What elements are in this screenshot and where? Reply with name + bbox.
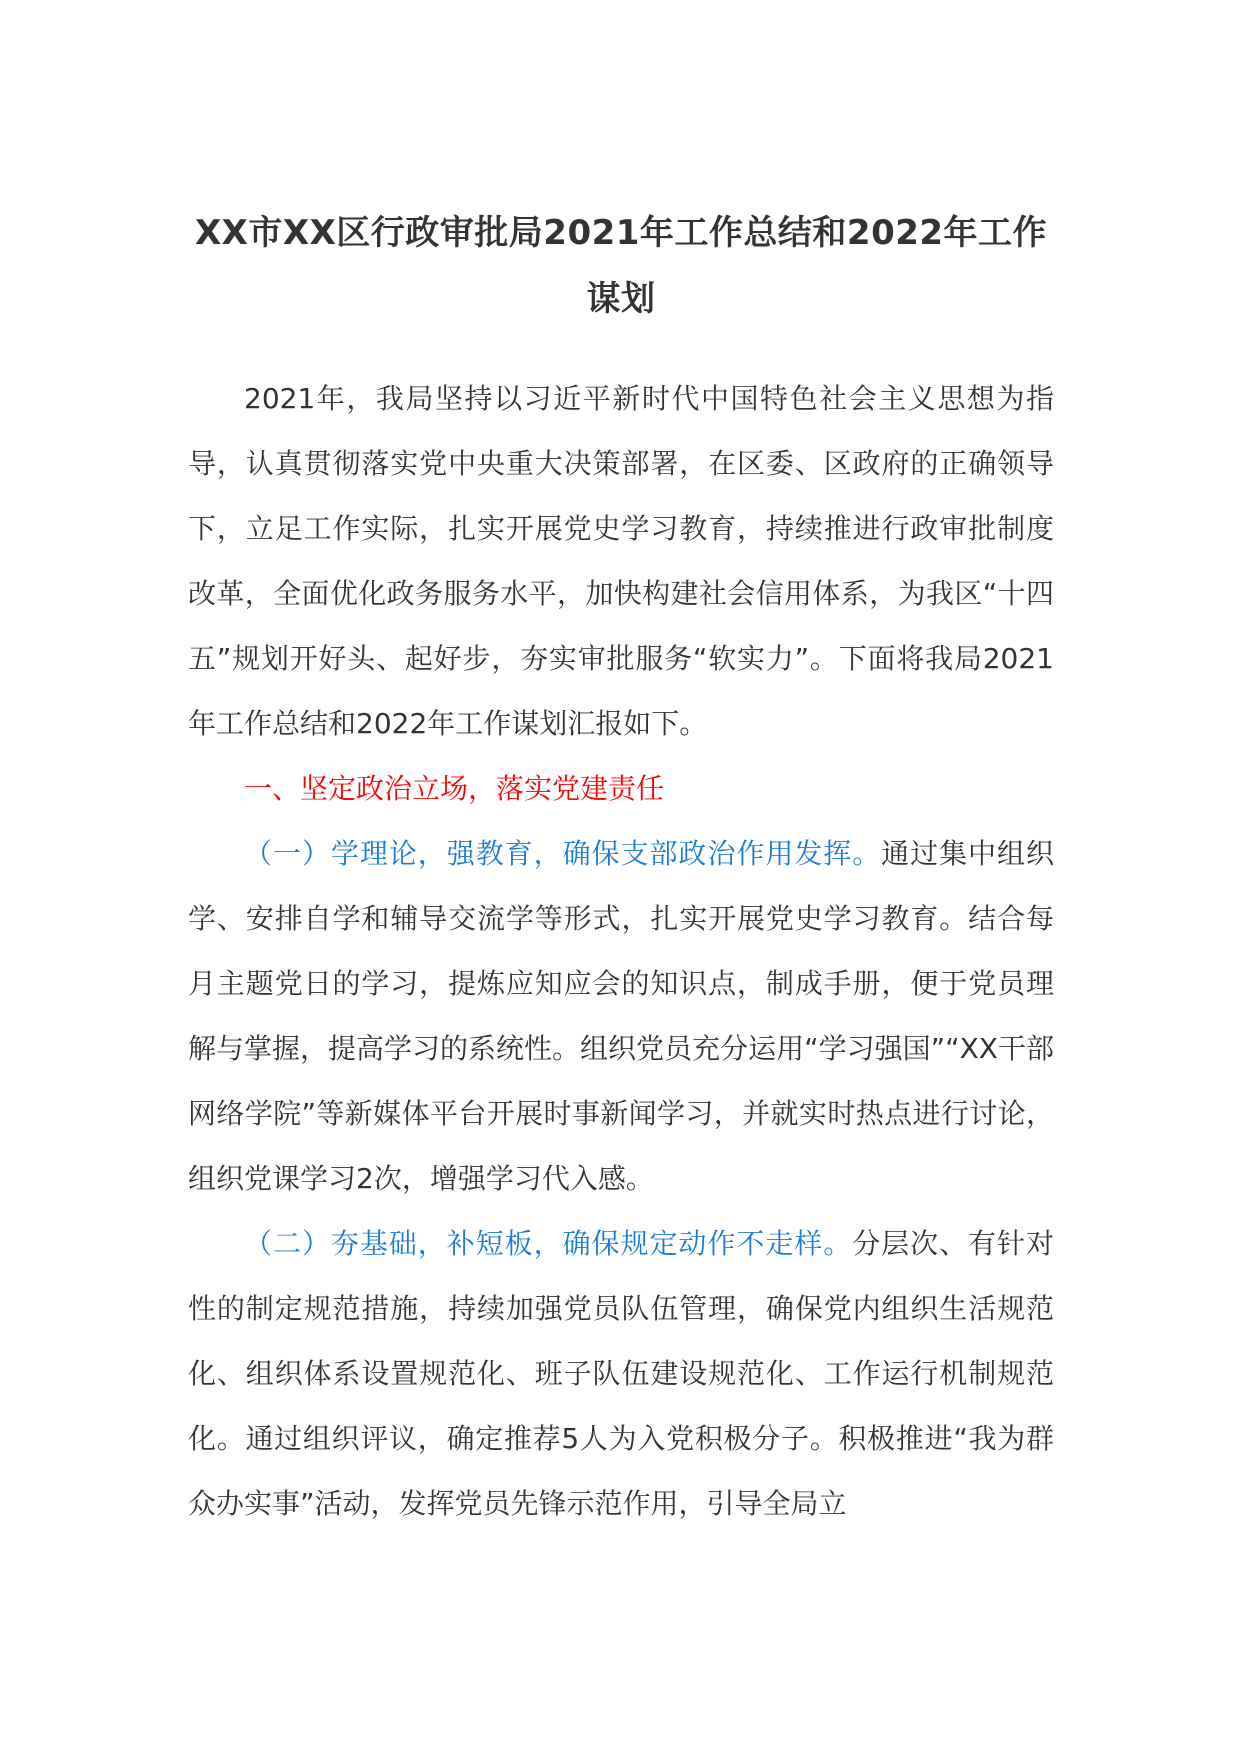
section-1-item-1: [188, 821, 1054, 1211]
section-1-heading: 一、坚定政治立场，落实党建责任: [244, 772, 665, 805]
section-1-item-1-body: 通过集中组织学、安排自学和辅导交流学等形式，扎实开展党史学习教育。结合每月主题党日的学习，提炼应知应会的知识点，制成手册，便于党员理解与掌握，提高学习的系统性。组织党员充分运用“学习强国”“XX干部网络学院”等新媒体平台开展时事新闻学习，并就实时热点进行讨论，组织党课学习2次，增强学习代入感。: [188, 837, 1054, 1195]
section-1-item-2-body: 分层次、有针对性的制定规范措施，持续加强党员队伍管理，确保党内组织生活规范化、组织体系设置规范化、班子队伍建设规范化、工作运行机制规范化。通过组织评议，确定推荐5人为入党积极分子。积极推进“我为群众办实事”活动，发挥党员先锋示范作用，引导全局立: [188, 1227, 1054, 1520]
document-content: [188, 200, 1054, 1536]
section-1-item-2: [188, 1211, 1054, 1536]
section-1-item-2-subheading: （二）夯基础，补短板，确保规定动作不走样。: [244, 1227, 853, 1260]
title-spacer: [188, 332, 1054, 366]
section-1-item-1-subheading: （一）学理论，强教育，确保支部政治作用发挥。: [244, 837, 882, 870]
document-title: XX市XX区行政审批局2021年工作总结和2022年工作谋划: [194, 213, 1048, 319]
intro-paragraph: 2021年，我局坚持以习近平新时代中国特色社会主义思想为指导，认真贯彻落实党中央重大决策部署，在区委、区政府的正确领导下，立足工作实际，扎实开展党史学习教育，持续推进行政审批制度改革，全面优化政务服务水平，加快构建社会信用体系，为我区“十四五”规划开好头、起好步，夯实审批服务“软实力”。下面将我局2021年工作总结和2022年工作谋划汇报如下。: [188, 382, 1054, 740]
